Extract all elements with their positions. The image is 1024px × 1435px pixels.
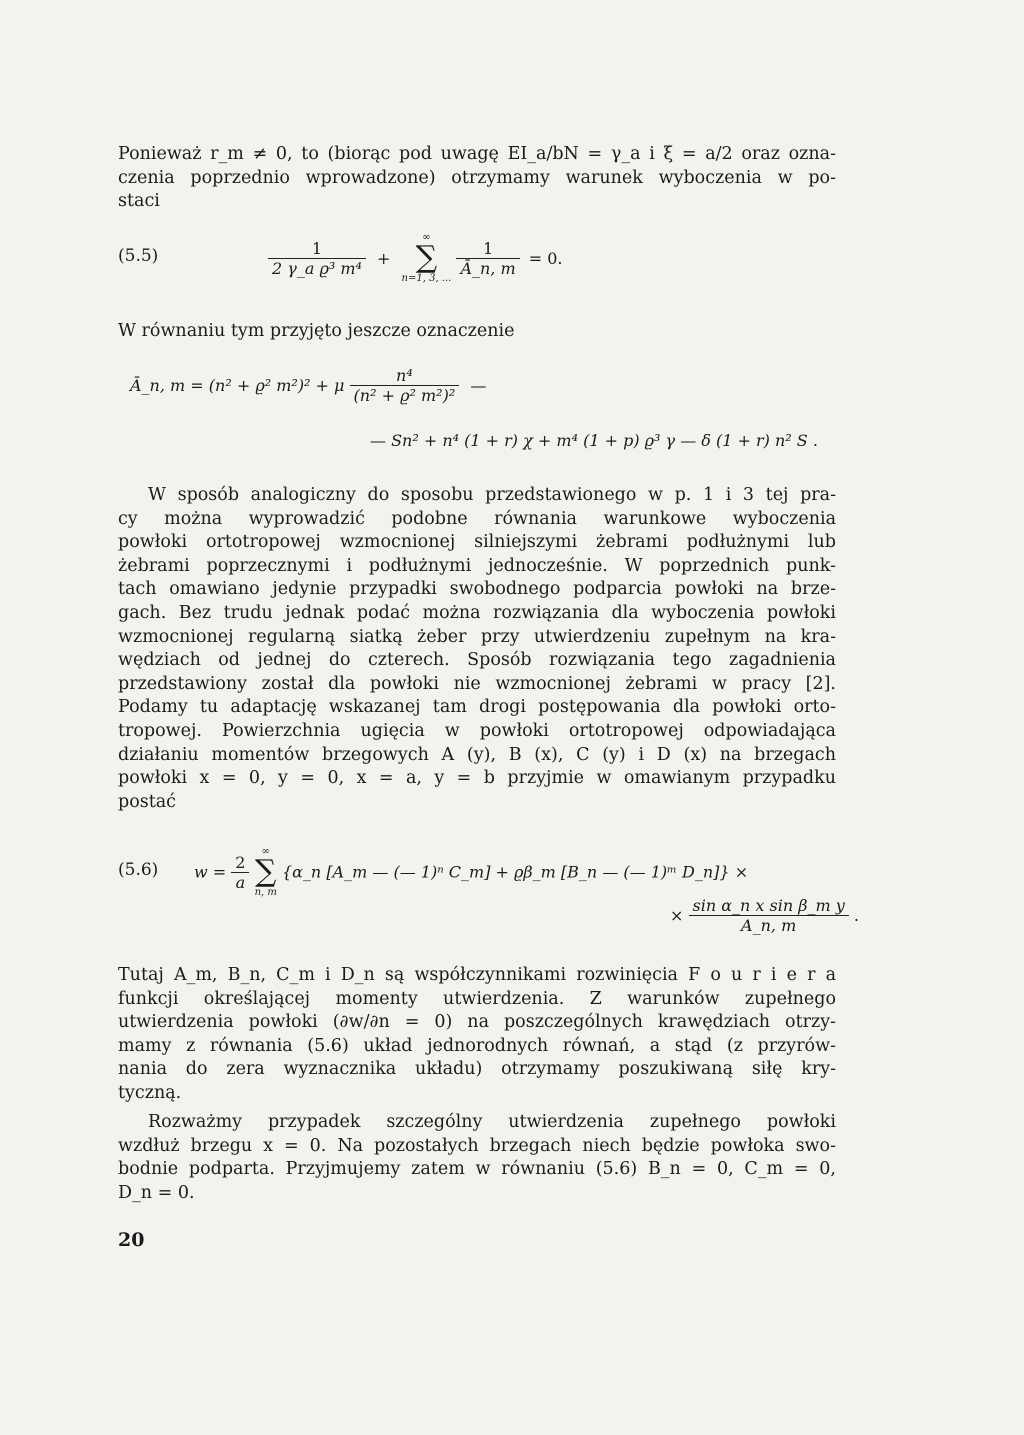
text-line: powłoki x = 0, y = 0, x = a, y = b przyjmie w omawianym przypadku [118, 768, 836, 789]
equation-label-5-5: (5.5) [118, 246, 159, 266]
text-line: mamy z równania (5.6) układ jednorodnych równań, a stąd (z przyrów- [118, 1035, 836, 1056]
text-line: żebrami poprzecznymi i podłużnymi jednocześnie. W poprzednich punk- [118, 555, 836, 576]
denominator: A_n, m [689, 915, 849, 935]
paragraph-fourier [118, 964, 836, 1106]
text-line: D_n = 0. [118, 1182, 195, 1203]
text-line: wędziach od jednej do czterech. Sposób rozwiązania tego zagadnienia [118, 650, 836, 671]
equals-zero: = 0. [528, 248, 563, 268]
text-line: gach. Bez trudu jednak podać można rozwiązania dla wyboczenia powłoki [118, 602, 836, 623]
equation-label-5-6: (5.6) [118, 860, 159, 880]
equation-a-nm-line1 [130, 366, 486, 405]
text-line: przedstawiony został dla powłoki nie wzmocnionej żebrami w pracy [2]. [118, 673, 836, 694]
text-line: tach omawiano jedynie przypadki swobodnego podparcia powłoki na brze- [118, 579, 836, 600]
text-line: cy można wyprowadzić podobne równania warunkowe wyboczenia [118, 508, 836, 529]
fraction [689, 896, 849, 935]
sum-lower: n=1, 3, ... [401, 273, 452, 284]
numerator: 1 [482, 238, 494, 258]
fraction [350, 366, 460, 405]
equation-body: {α_n [A_m — (— 1)ⁿ C_m] + ϱβ_m [B_n — (— 1)ᵐ D_n]} × [281, 862, 749, 882]
equation-lhs: Ā_n, m = (n² + ϱ² m²)² + μ [130, 376, 345, 395]
numerator: n⁴ [396, 366, 413, 385]
paragraph-main [118, 484, 836, 814]
text-line: funkcji określającej momenty utwierdzenia. Z warunków zupełnego [118, 988, 836, 1009]
plus-sign: + [377, 248, 391, 268]
sum-operator [402, 232, 452, 284]
denominator: Ā_n, m [456, 258, 519, 278]
equation-5-6-line1 [194, 846, 748, 898]
denominator: (n² + ϱ² m²)² [350, 385, 460, 405]
paragraph-notation [118, 320, 836, 344]
denominator: 2 γ_a ϱ³ m⁴ [268, 258, 366, 278]
paragraph-special-case [118, 1111, 836, 1205]
continuation-dash: — [470, 376, 487, 395]
sigma-icon: ∑ [254, 854, 277, 889]
text-line: działaniu momentów brzegowych A (y), B (x), C (y) i D (x) na brzegach [118, 744, 836, 765]
fraction [268, 239, 366, 278]
text-line: postać [118, 791, 176, 812]
text-line: czenia poprzednio wprowadzone) otrzymamy warunek wyboczenia w po- [118, 167, 836, 188]
equation-a-nm-line2: — Sn² + n⁴ (1 + r) χ + m⁴ (1 + p) ϱ³ γ — δ (1 + r) n² S . [370, 431, 818, 450]
equation-5-5 [268, 232, 563, 284]
text-line: Podamy tu adaptację wskazanej tam drogi postępowania dla powłoki orto- [118, 697, 836, 718]
text-line: wzmocnionej regularną siatką żeber przy utwierdzeniu zupełnym na kra- [118, 626, 836, 647]
sigma-icon: ∑ [415, 240, 438, 275]
text-line: powłoki ortotropowej wzmocnionej silniejszymi żebrami podłużnymi lub [118, 532, 836, 553]
equation-lhs: w = [194, 862, 227, 882]
numerator: 1 [311, 238, 323, 258]
fraction [231, 853, 249, 892]
text-line: tropowej. Powierzchnia ugięcia w powłoki ortotropowej odpowiadająca [118, 720, 836, 741]
page-number: 20 [118, 1229, 145, 1251]
text-line: W równaniu tym przyjęto jeszcze oznaczenie [118, 321, 515, 341]
fraction [456, 239, 519, 278]
equation-5-6-line2 [670, 896, 859, 935]
times-sign: × [670, 906, 684, 925]
paragraph-intro [118, 143, 836, 214]
numerator: sin α_n x sin β_m y [692, 896, 845, 915]
sum-lower: n, m [254, 887, 277, 898]
text-line: Tutaj A_m, B_n, C_m i D_n są współczynnikami rozwinięcia F o u r i e r a [118, 965, 836, 985]
text-line: bodnie podparta. Przyjmujemy zatem w równaniu (5.6) B_n = 0, C_m = 0, [118, 1159, 836, 1180]
period: . [853, 906, 859, 925]
denominator: a [231, 872, 249, 892]
numerator: 2 [235, 852, 246, 872]
sum-upper: ∞ [261, 846, 270, 857]
text-line: Ponieważ r_m ≠ 0, to (biorąc pod uwagę EI_a/bN = γ_a i ξ = a/2 oraz ozna- [118, 144, 836, 164]
text-line: nania do zera wyznacznika układu) otrzymamy poszukiwaną siłę kry- [118, 1059, 836, 1080]
text-line: Rozważmy przypadek szczególny utwierdzenia zupełnego powłoki [148, 1112, 836, 1132]
sum-operator [255, 846, 277, 898]
sum-upper: ∞ [422, 232, 431, 243]
text-line: staci [118, 191, 160, 212]
text-line: utwierdzenia powłoki (∂w/∂n = 0) na poszczególnych krawędziach otrzy- [118, 1012, 836, 1033]
text-line: W sposób analogiczny do sposobu przedstawionego w p. 1 i 3 tej pra- [148, 485, 836, 505]
text-line: tyczną. [118, 1082, 182, 1103]
text-line: wzdłuż brzegu x = 0. Na pozostałych brzegach niech będzie powłoka swo- [118, 1135, 836, 1156]
